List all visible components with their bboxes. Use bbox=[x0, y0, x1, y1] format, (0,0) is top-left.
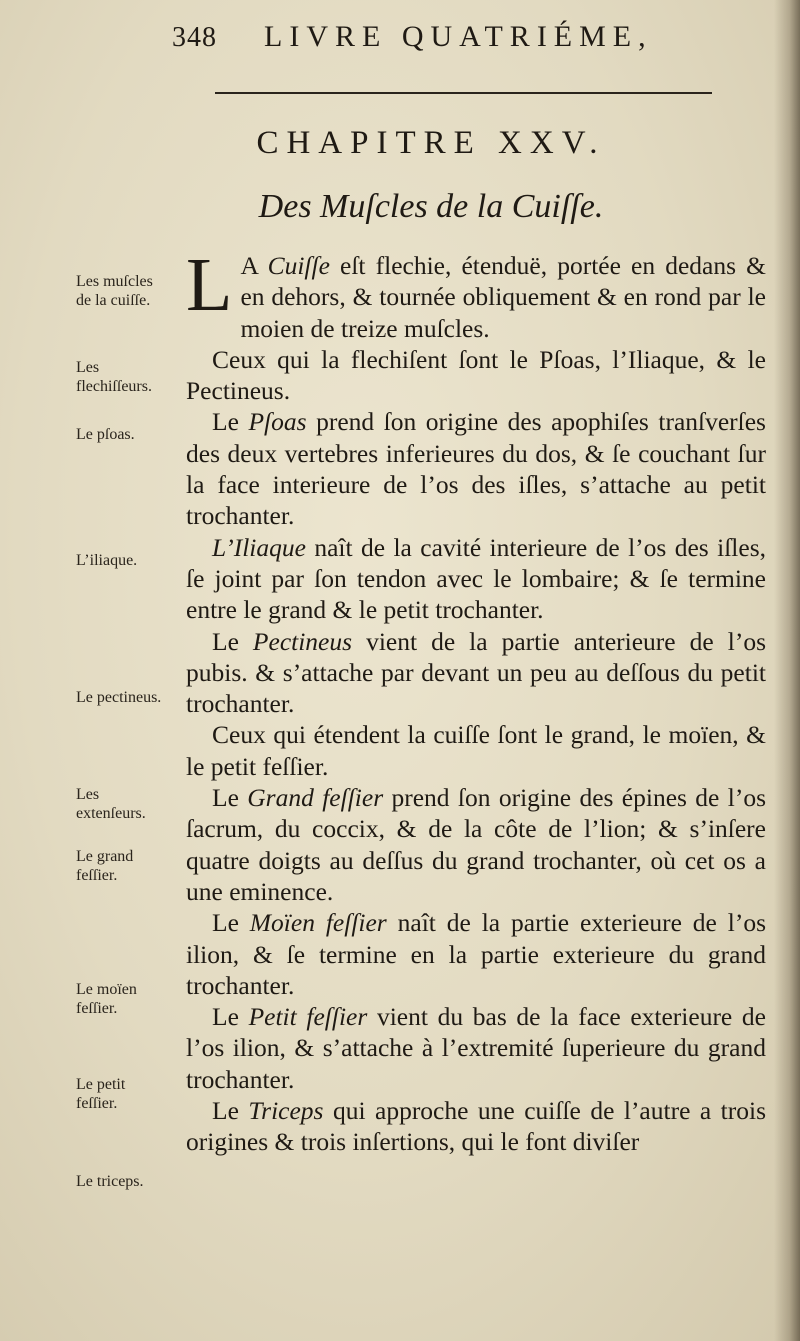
paragraph-7: Le Grand feſſier prend ſon origine des épines de l’os ſacrum, du coccix, & de la côte de l’lion; & s’inſere quatre doigts au deſſus du grand trochanter, où cet os a une eminence. bbox=[186, 783, 766, 906]
margin-note-petit-fessier: Le petit feſſier. bbox=[76, 1076, 126, 1112]
term-grand-fessier: Grand feſſier bbox=[247, 783, 384, 813]
margin-note-triceps: Le triceps. bbox=[76, 1173, 144, 1190]
paragraph-6: Ceux qui étendent la cuiſſe ſont le grand, le moïen, & le petit feſſier. bbox=[186, 720, 766, 781]
page-number: 348 bbox=[172, 22, 217, 53]
paragraph-8: Le Moïen feſſier naît de la partie exterieure de l’os ilion, & ſe termine en la partie exterieure du grand trochanter. bbox=[186, 908, 766, 1000]
paragraph-2: Ceux qui la flechiſent ſont le Pſoas, l’Iliaque, & le Pectineus. bbox=[186, 344, 766, 406]
paragraph-10: Le Triceps qui approche une cuiſſe de l’autre a trois origines & trois inſertions, qui le font diviſer bbox=[186, 1096, 766, 1157]
margin-note-muscles: Les muſcles de la cuiſſe. bbox=[76, 273, 153, 309]
paragraph-1: L A Cuiſſe eſt flechie, étenduë, portée en dedans & en dehors, & tournée obliquement & en rond par le moien de treize muſcles. bbox=[186, 243, 766, 343]
term-psoas: Pſoas bbox=[248, 407, 307, 437]
term-iliaque: L’Iliaque bbox=[212, 532, 306, 562]
term-petit-fessier: Petit feſſier bbox=[248, 1002, 368, 1032]
term-pectineus: Pectineus bbox=[252, 626, 353, 656]
chapter-heading: CHAPITRE XXV. bbox=[256, 125, 606, 161]
margin-note-psoas: Le pſoas. bbox=[76, 426, 135, 443]
header-rule bbox=[215, 92, 712, 94]
drop-cap: L bbox=[186, 243, 233, 327]
chapter-subtitle: Des Muſcles de la Cuiſſe. bbox=[258, 188, 604, 225]
term-cuisse: Cuiſſe bbox=[267, 251, 330, 280]
paragraph-5: Le Pectineus vient de la partie anterieure de l’os pubis. & s’attache par devant un peu au deſſous du petit trochanter. bbox=[186, 626, 766, 719]
running-head bbox=[172, 20, 653, 54]
term-moien-fessier: Moïen feſſier bbox=[249, 908, 387, 938]
margin-note-moien-fessier: Le moïen feſſier. bbox=[76, 981, 137, 1017]
margin-note-grand-fessier: Le grand feſſier. bbox=[76, 848, 134, 884]
margin-note-pectineus: Le pectineus. bbox=[76, 689, 162, 706]
margin-note-extenseurs: Les extenſeurs. bbox=[76, 786, 146, 822]
margin-note-iliaque: L’iliaque. bbox=[76, 552, 138, 569]
margin-note-flechisseurs: Les flechiſſeurs. bbox=[76, 359, 152, 395]
paragraph-9: Le Petit feſſier vient du bas de la face exterieure de l’os ilion, & s’attache à l’extremité ſuperieure du grand trochanter. bbox=[186, 1002, 766, 1094]
term-triceps: Triceps bbox=[248, 1096, 324, 1126]
paragraph-3: Le Pſoas prend ſon origine des apophiſes tranſverſes des deux vertebres inferieures du dos, & ſe couchant ſur la face interieure de l’os des iſles, s’attache au petit trochanter. bbox=[186, 407, 766, 531]
paragraph-4: L’Iliaque naît de la cavité interieure de l’os des iſles, ſe joint par ſon tendon avec le lombaire; & ſe termine entre le grand & le petit trochanter. bbox=[186, 532, 766, 625]
running-title: LIVRE QUATRIÉME, bbox=[264, 20, 653, 53]
body-text bbox=[186, 243, 766, 1158]
